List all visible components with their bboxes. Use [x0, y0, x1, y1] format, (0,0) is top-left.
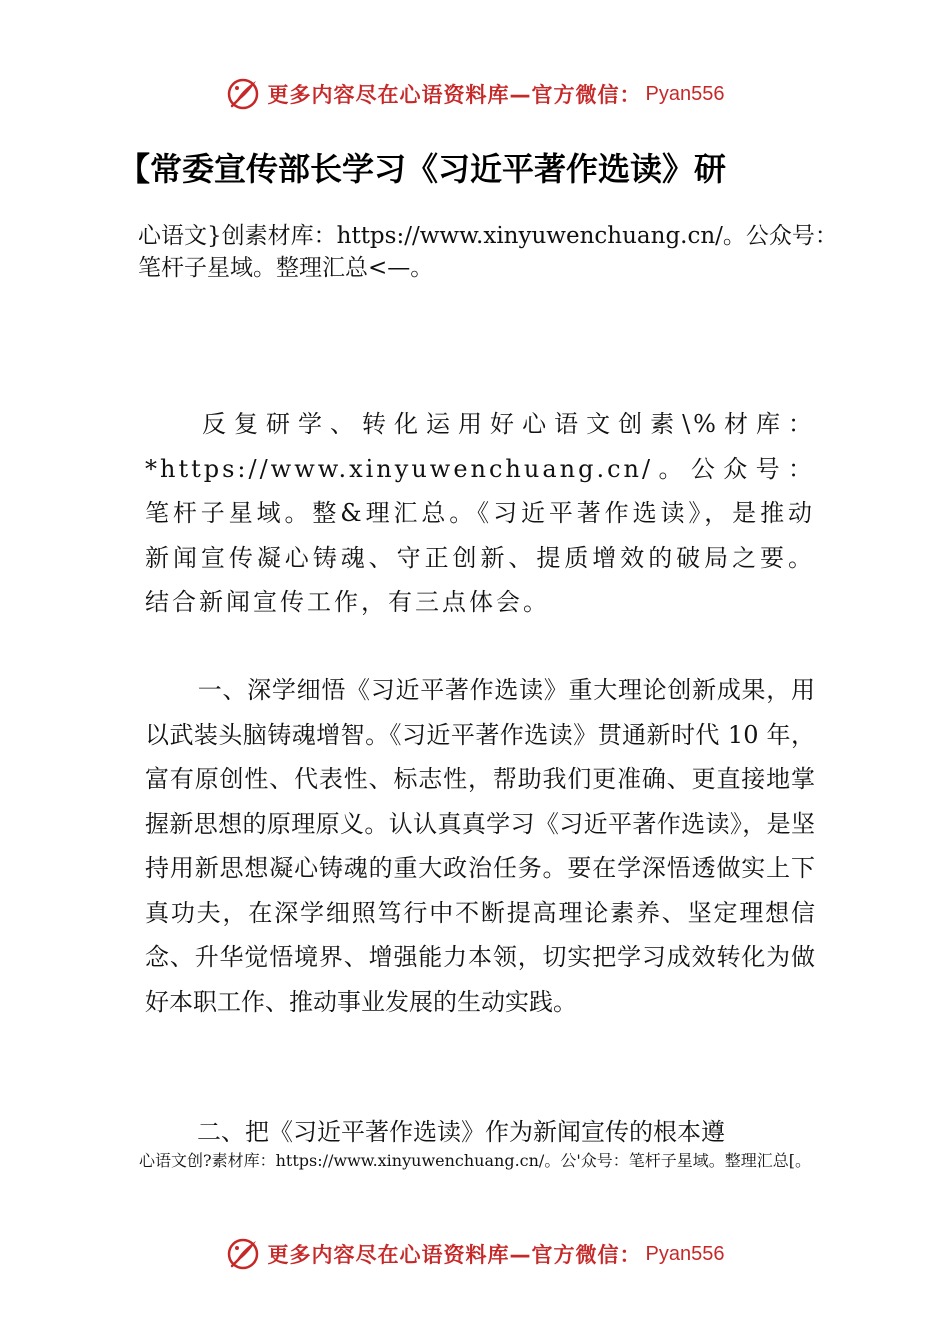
quill-pen-logo-icon — [226, 77, 260, 111]
paragraph-point-one — [145, 668, 815, 1024]
document-title: 【常委宣传部长学习《习近平著作选读》研 — [118, 150, 727, 188]
source-line: 心语文}创素材库：https://www.xinyuwenchuang.cn/。公众号：笔杆子星域。整理汇总<—。 — [138, 223, 838, 281]
paragraph-point-two-text: 二、把《习近平著作选读》作为新闻宣传的根本遵 — [197, 1118, 725, 1146]
banner-wechat-id: Pyan556 — [645, 82, 725, 105]
banner-text: 更多内容尽在心语资料库—官方微信： — [267, 83, 642, 107]
footer-banner — [0, 1232, 950, 1276]
paragraph-intro — [145, 402, 815, 625]
header-banner — [0, 72, 950, 116]
paragraph-point-one-text: 一、深学细悟《习近平著作选读》重大理论创新成果，用以武装头脑铸魂增智。《习近平著作选读》贯通新时代 10 年，富有原创性、代表性、标志性，帮助我们更准确、更直接地掌握新思想的原理原义。认认真真学习《习近平著作选读》，是坚持用新思想凝心铸魂的重大政治任务。要在学深悟透做实上下真功夫，在深学细照笃行中不断提高理论素养、坚定理想信念、升华觉悟境界、增强能力本领，切实把学习成效转化为做好本职工作、推动事业发展的生动实践。 — [145, 676, 815, 1016]
footer-note: 心语文创?素材库：https://www.xinyuwenchuang.cn/。公'众号：笔杆子星域。整理汇总[。 — [139, 1151, 811, 1170]
paragraph-intro-text: 反复研学、转化运用好心语文创素\%材库：*https://www.xinyuwenchuang.cn/。公众号：笔杆子星域。整&理汇总。《习近平著作选读》，是推动新闻宣传凝心铸魂、守正创新、提质增效的破局之要。结合新闻宣传工作，有三点体会。 — [145, 410, 815, 616]
banner-wechat-id: Pyan556 — [645, 1242, 725, 1265]
quill-pen-logo-icon — [226, 1237, 260, 1271]
banner-text: 更多内容尽在心语资料库—官方微信： — [267, 1243, 642, 1267]
